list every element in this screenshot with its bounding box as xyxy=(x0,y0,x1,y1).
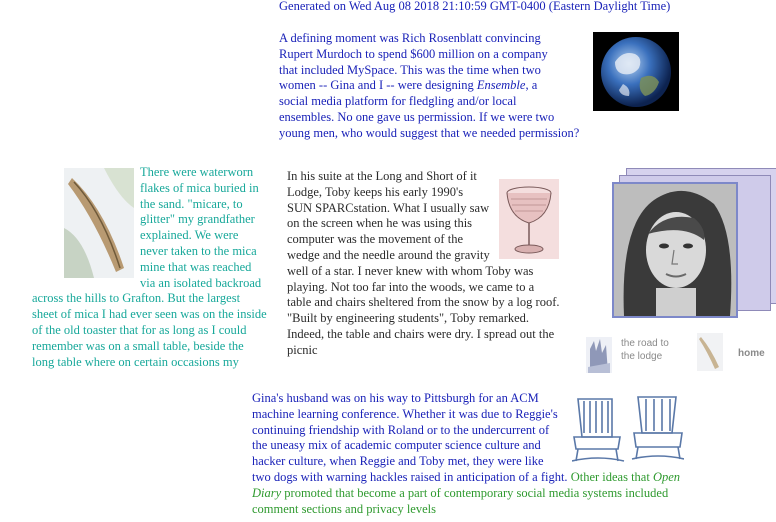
canoe-icon xyxy=(64,168,134,278)
open-diary-emphasis: Open Diary xyxy=(252,469,681,500)
middle-text-block: In his suite at the Long and Short of it Lodge, Toby keeps his early 1990's SUN SPARCstation. What I usually saw on the screen when he was using this computer was the movement of the wedge and the needle around the gravity well of a star. I never knew with whom Toby was playing. Not too far into the woods, we came to a table and chairs sheltered from the snow by a log roof. "Built by engineering students", Toby remarked. Indeed, the table and chairs were dry. I spread out the picnic xyxy=(287,169,560,357)
portrait-image[interactable] xyxy=(612,182,738,318)
top-text-block: A defining moment was Rich Rosenblatt convincing Rupert Murdoch to spend $600 million on a company that included MySpace. This was the time when two women -- Gina and I -- were designing Ensemble, a social media platform for fledgling and/or local ensembles. No one gave us permission. If we were two young men, who would suggest that we needed permission? xyxy=(279,31,580,140)
ensemble-emphasis: Ensemble xyxy=(476,78,526,93)
earth-globe-icon xyxy=(593,32,679,111)
portrait-frame-stack xyxy=(612,168,776,318)
home-thumbnail-label[interactable]: home xyxy=(738,348,765,359)
canoe-image[interactable] xyxy=(64,168,134,278)
lodge-road-icon xyxy=(586,337,612,373)
home-thumbnail-link[interactable] xyxy=(697,333,776,373)
left-text-block: There were waterworn flakes of mica buried in the sand. "micare, to glitter" my grandfather explained. We were never taken to the mica mine that was reached via an isolated backroad across the hills to Grafton. But the largest sheet of mica I had ever seen was on the inside of the old toaster that for as long as I could remember was on a small table, beside the long table where on certain occasions my xyxy=(32,165,267,369)
glass-image[interactable] xyxy=(499,179,559,259)
canoe-thumbnail-icon xyxy=(697,333,723,371)
woman-portrait-icon xyxy=(614,184,736,316)
wine-glass-icon xyxy=(499,179,559,259)
road-thumbnail-label[interactable]: the road to the lodge xyxy=(621,338,669,362)
generated-timestamp: Generated on Wed Aug 08 2018 21:10:59 GMT-0400 (Eastern Daylight Time) xyxy=(279,0,671,13)
road-thumbnail-image xyxy=(586,337,612,373)
earth-image[interactable] xyxy=(593,32,679,111)
road-thumbnail-link[interactable] xyxy=(586,335,686,375)
chairs-image[interactable] xyxy=(572,393,684,463)
bottom-text-block: Gina's husband was on his way to Pittsburgh for an ACM machine learning conference. Whether it was due to Reggie's continuing friendship with Roland or to the undercurrent of the uneasy mix of academic computer science culture and hacker culture, when Reggie and Toby met, they were like two dogs with warning hackles raised in anticipation of a fight. Other ideas that Open Diary promoted that become a part of contemporary social media systems included comment sections and privacy levels xyxy=(252,391,700,517)
rocking-chairs-icon xyxy=(572,393,684,463)
home-thumbnail-image xyxy=(697,333,723,371)
